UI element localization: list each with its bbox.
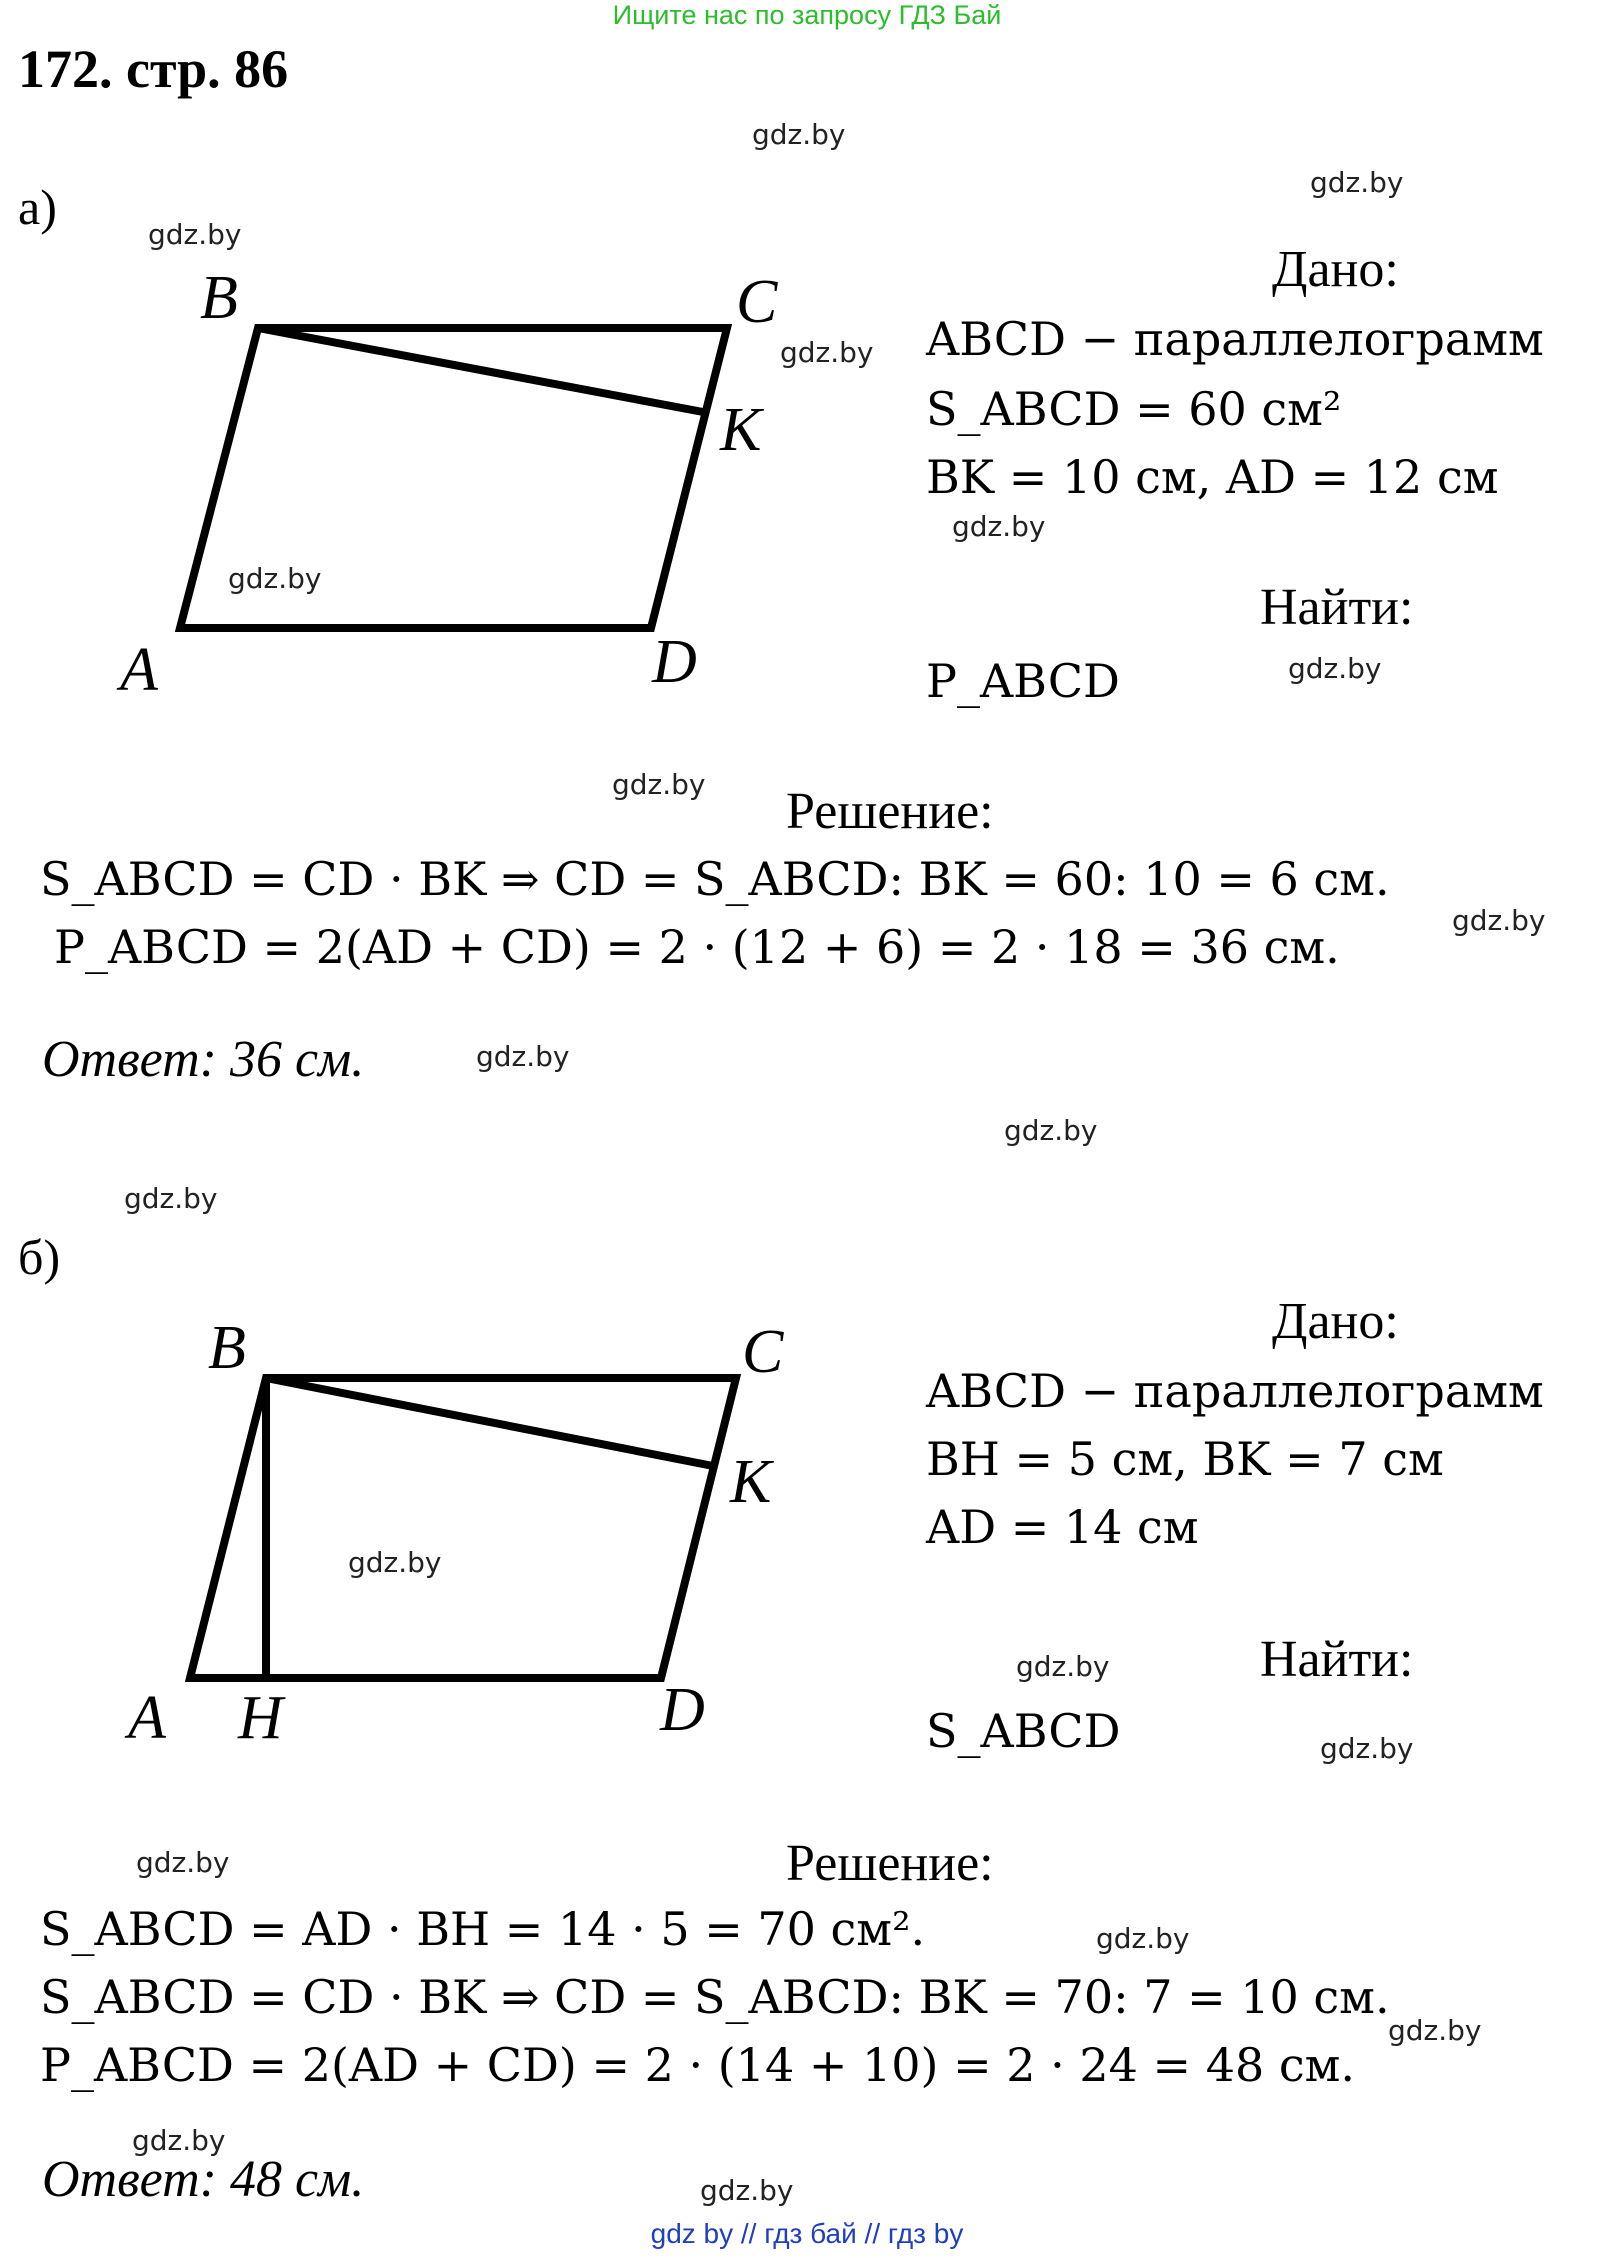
parallelogram-abcd	[180, 328, 727, 628]
part-b-solution-line-1: S_ABCD = AD · BH = 14 · 5 = 70 см².	[40, 1902, 926, 1956]
vertex-c-label: C	[736, 268, 778, 336]
part-b-find-title: Найти:	[1260, 1631, 1414, 1688]
watermark: gdz.by	[228, 562, 322, 595]
vertex-a-label: A	[128, 1684, 166, 1752]
part-b-given-line-2: BH = 5 см, BK = 7 см	[926, 1432, 1444, 1486]
point-k-label: K	[730, 1448, 772, 1516]
watermark: gdz.by	[700, 2174, 794, 2207]
watermark: gdz.by	[136, 1846, 230, 1879]
part-b-find-value: S_ABCD	[926, 1704, 1121, 1758]
part-a-find-title: Найти:	[1260, 579, 1414, 636]
vertex-c-label: C	[742, 1318, 784, 1386]
watermark: gdz.by	[1288, 652, 1382, 685]
vertex-b-label: B	[208, 1314, 246, 1382]
watermark: gdz.by	[1016, 1650, 1110, 1683]
watermark: gdz.by	[1310, 166, 1404, 199]
part-b-solution-title: Решение:	[786, 1835, 994, 1892]
exercise-heading: 172. стр. 86	[18, 39, 289, 99]
footer-links[interactable]: gdz by // гдз бай // гдз by	[650, 2218, 964, 2249]
part-a-label: а)	[18, 179, 57, 235]
watermark: gdz.by	[1452, 904, 1546, 937]
part-b-label: б)	[18, 1229, 61, 1285]
part-a-solution-line-2: P_ABCD = 2(AD + CD) = 2 · (12 + 6) = 2 · 18 = 36 см.	[54, 920, 1340, 974]
watermark: gdz.by	[1388, 2014, 1482, 2047]
vertex-b-label: B	[200, 264, 238, 332]
segment-bk	[266, 1378, 713, 1466]
watermark: gdz.by	[1004, 1114, 1098, 1147]
watermark: gdz.by	[780, 336, 874, 369]
point-h-label: H	[238, 1684, 283, 1752]
part-a-given-line-2: S_ABCD = 60 см²	[926, 382, 1342, 436]
part-b-given-title: Дано:	[1272, 1293, 1399, 1350]
part-a-parallelogram-figure	[90, 250, 910, 710]
part-a-given-line-1: ABCD − параллелограмм	[926, 312, 1544, 366]
part-b-parallelogram-figure	[90, 1300, 910, 1760]
part-b-solution-line-2: S_ABCD = CD · BK ⇒ CD = S_ABCD: BK = 70: 7 = 10 см.	[40, 1970, 1390, 2024]
vertex-d-label: D	[660, 1676, 705, 1744]
part-a-find-value: P_ABCD	[926, 654, 1120, 708]
top-banner-link[interactable]: Ищите нас по запросу ГДЗ Бай	[612, 0, 1002, 30]
watermark: gdz.by	[1320, 1732, 1414, 1765]
watermark: gdz.by	[612, 768, 706, 801]
part-b-given-line-1: ABCD − параллелограмм	[926, 1364, 1544, 1418]
parallelogram-abcd	[190, 1378, 736, 1678]
vertex-d-label: D	[652, 628, 697, 696]
part-a-answer: Ответ: 36 см.	[42, 1031, 365, 1088]
part-a-solution-line-1: S_ABCD = CD · BK ⇒ CD = S_ABCD: BK = 60: 10 = 6 см.	[40, 852, 1390, 906]
part-a-given-line-3: BK = 10 см, AD = 12 см	[926, 450, 1499, 504]
part-b-answer: Ответ: 48 см.	[42, 2151, 365, 2208]
watermark: gdz.by	[476, 1040, 570, 1073]
part-a-solution-title: Решение:	[786, 783, 994, 840]
part-b-solution-line-3: P_ABCD = 2(AD + CD) = 2 · (14 + 10) = 2 · 24 = 48 см.	[40, 2038, 1356, 2092]
watermark: gdz.by	[348, 1546, 442, 1579]
point-k-label: K	[720, 396, 762, 464]
watermark: gdz.by	[132, 2124, 226, 2157]
segment-bk	[258, 328, 703, 412]
watermark: gdz.by	[1096, 1922, 1190, 1955]
vertex-a-label: A	[120, 636, 158, 704]
watermark: gdz.by	[148, 218, 242, 251]
part-a-given-title: Дано:	[1272, 241, 1399, 298]
part-b-given-line-3: AD = 14 см	[926, 1500, 1199, 1554]
watermark: gdz.by	[952, 510, 1046, 543]
watermark: gdz.by	[124, 1182, 218, 1215]
watermark: gdz.by	[752, 118, 846, 151]
